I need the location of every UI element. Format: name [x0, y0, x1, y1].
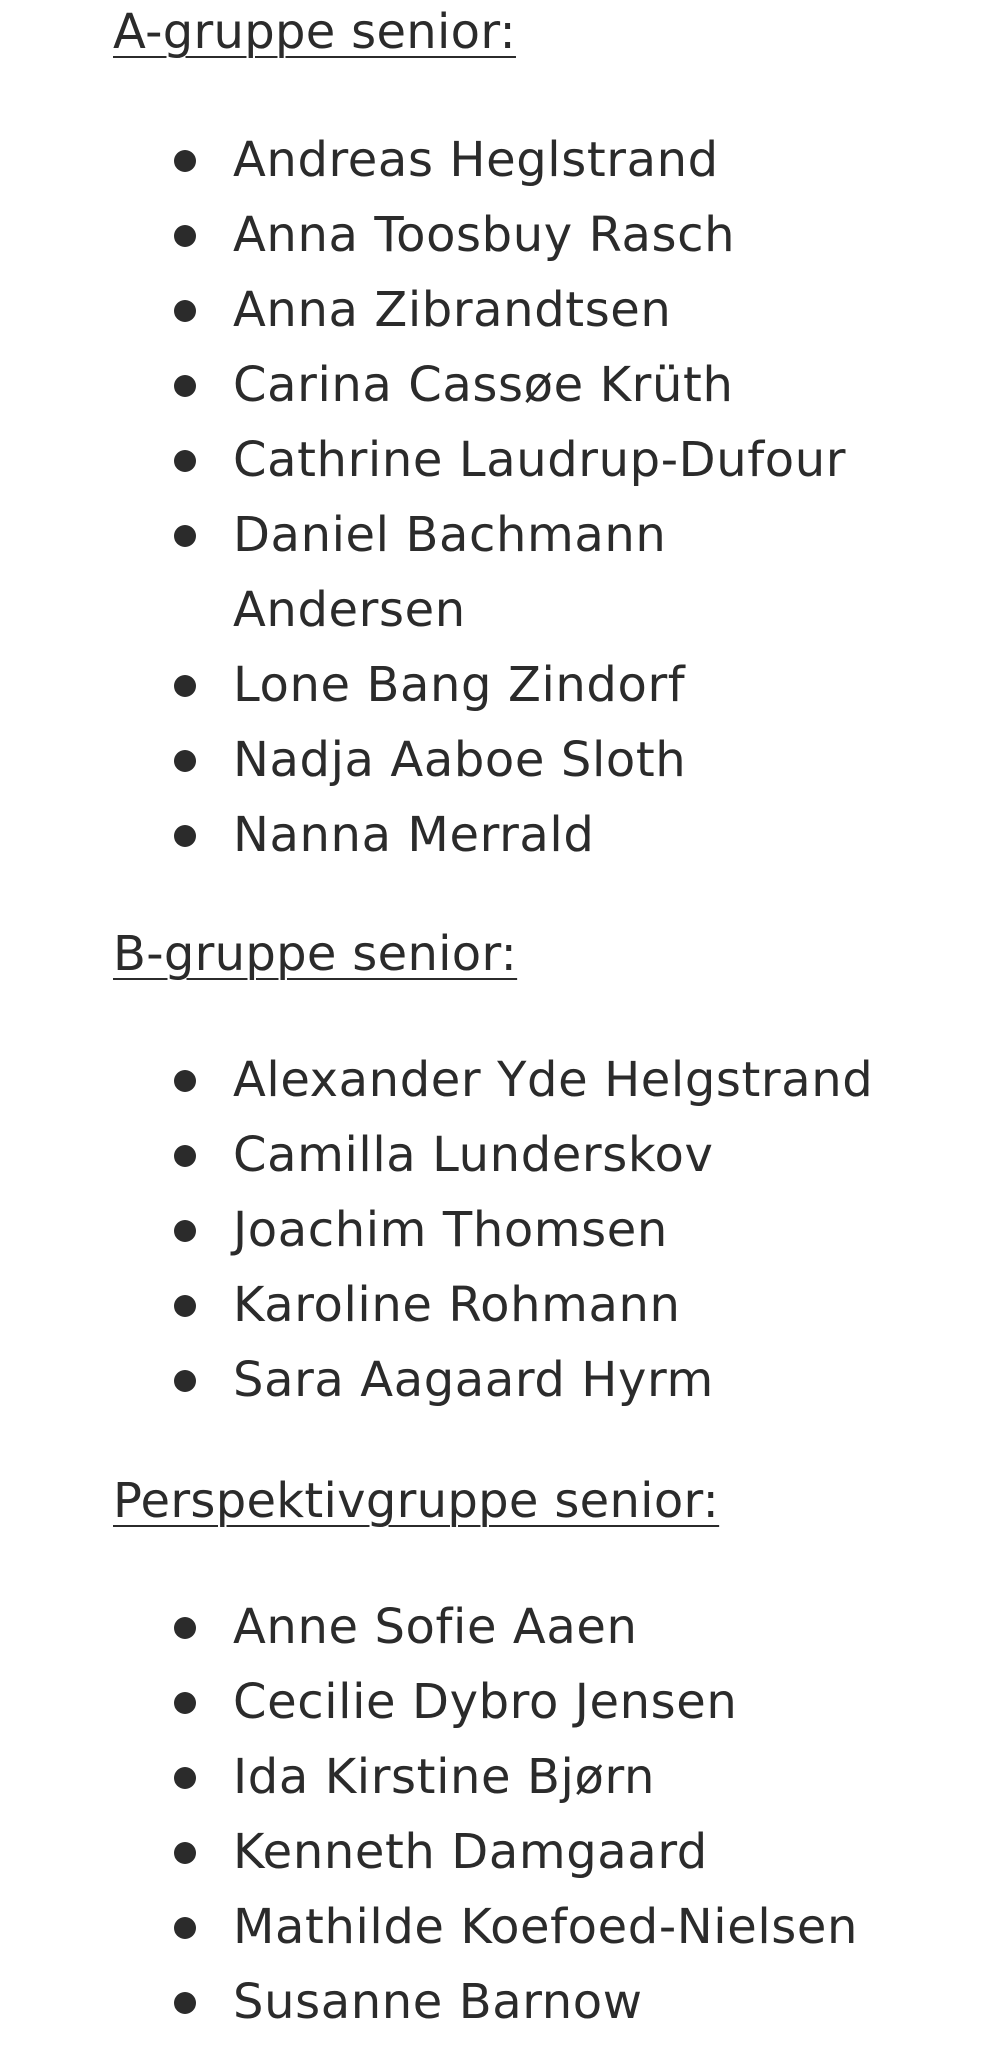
bullet-icon: [174, 1145, 196, 1167]
bullet-icon: [174, 750, 196, 772]
bullet-icon: [174, 1842, 196, 1864]
member-name: Mathilde Koefoed-Nielsen: [233, 1899, 859, 1955]
member-name: Daniel Bachmann Andersen: [233, 507, 667, 638]
bullet-icon: [174, 1220, 196, 1242]
bullet-icon: [174, 1917, 196, 1939]
list-item: [0, 123, 989, 198]
bullet-icon: [174, 1295, 196, 1317]
group-perspektiv-heading: Perspektivgruppe senior:: [113, 1473, 720, 1529]
member-name: Camilla Lunderskov: [233, 1127, 714, 1183]
member-name: Anne Sofie Aaen: [233, 1599, 638, 1655]
list-item: [0, 273, 989, 348]
list-item: [0, 198, 989, 273]
group-b-heading: B-gruppe senior:: [113, 926, 518, 982]
member-name: Ida Kirstine Bjørn: [233, 1749, 655, 1805]
member-name: Susanne Barnow: [233, 1974, 643, 2030]
group-a-heading: A-gruppe senior:: [113, 4, 516, 60]
member-name: Kenneth Damgaard: [233, 1824, 708, 1880]
list-item: [0, 1268, 989, 1343]
bullet-icon: [174, 525, 196, 547]
bullet-icon: [174, 1370, 196, 1392]
list-item: [0, 1193, 989, 1268]
member-name: Lone Bang Zindorf: [233, 657, 686, 713]
list-item: [0, 1965, 989, 2040]
list-item: [0, 498, 989, 648]
list-item: [0, 1590, 989, 1665]
bullet-icon: [174, 375, 196, 397]
member-name: Cathrine Laudrup-Dufour: [233, 432, 847, 488]
list-item: [0, 1815, 989, 1890]
bullet-icon: [174, 1992, 196, 2014]
list-item: [0, 1665, 989, 1740]
member-name: Anna Zibrandtsen: [233, 282, 672, 338]
list-item: [0, 1740, 989, 1815]
bullet-icon: [174, 825, 196, 847]
member-name: Nadja Aaboe Sloth: [233, 732, 687, 788]
bullet-icon: [174, 1692, 196, 1714]
bullet-icon: [174, 675, 196, 697]
member-name: Carina Cassøe Krüth: [233, 357, 734, 413]
bullet-icon: [174, 1617, 196, 1639]
list-item: [0, 798, 989, 873]
member-name: Sara Aagaard Hyrm: [233, 1352, 714, 1408]
bullet-icon: [174, 450, 196, 472]
list-item: [0, 1890, 989, 1965]
list-item: [0, 1343, 989, 1418]
bullet-icon: [174, 150, 196, 172]
bullet-icon: [174, 225, 196, 247]
list-item: [0, 423, 989, 498]
member-name: Karoline Rohmann: [233, 1277, 681, 1333]
member-name: Cecilie Dybro Jensen: [233, 1674, 738, 1730]
list-item: [0, 648, 989, 723]
member-name: Alexander Yde Helgstrand: [233, 1052, 874, 1108]
member-name: Nanna Merrald: [233, 807, 595, 863]
bullet-icon: [174, 300, 196, 322]
member-name: Anna Toosbuy Rasch: [233, 207, 736, 263]
list-item: [0, 723, 989, 798]
list-item: [0, 348, 989, 423]
list-item: [0, 1118, 989, 1193]
bullet-icon: [174, 1767, 196, 1789]
member-name: Andreas Heglstrand: [233, 132, 719, 188]
bullet-icon: [174, 1070, 196, 1092]
list-item: [0, 1043, 989, 1118]
member-name: Joachim Thomsen: [233, 1202, 668, 1258]
